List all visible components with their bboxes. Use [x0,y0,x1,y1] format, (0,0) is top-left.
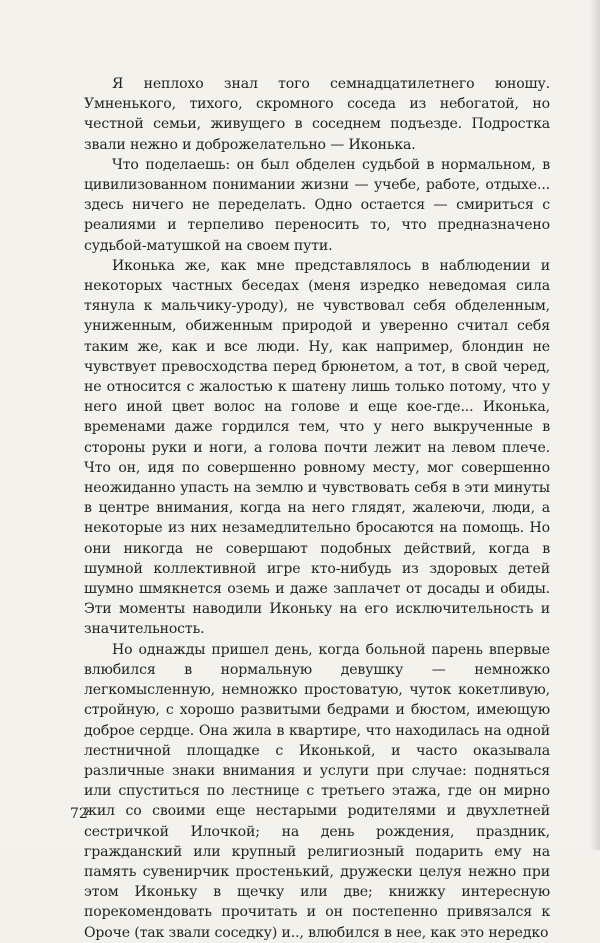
paragraph-2: Что поделаешь: он был обделен судьбой в нормальном, в цивилизованном понимании жизни — учебе, работе, отдыхе... здесь ничего не переделать. Одно остается — смириться с реалиями и терпеливо переносить то, что предназначено судьбой-матушкой на своем пути. [84,156,550,254]
paragraph-4: Но однажды пришел день, когда больной парень впервые влюбился в нормальную девушку — немножко легкомысленную, немножко простоватую, чуток кокетливую, стройную, с хорошо развитыми бедрами и бюстом, имеющую доброе сердце. Она жила в квартире, что находилась на одной лестничной площадке с Иконькой, и часто оказывала различные знаки внимания и услуги при случае: подняться или спуститься по лестнице с третьего этажа, где он мирно жил со своими еще нестарыми родителями и двухлетней сестричкой Илочкой; на день рождения, праздник, гражданский или крупный религиозный подарить ему на память сувенирчик простенький, дружески целуя нежно при этом Иконьку в щечку или две; книжку интересную порекомендовать прочитать и он постепенно привязался к Ороче (так звали соседку) и.., влюбился в нее, как это нередко [84,641,550,941]
page-body-text [84,74,550,943]
paragraph-1: Я неплохо знал того семнадцатилетнего юношу. Умненького, тихого, скромного соседа из небогатой, но честной семьи, живущего в соседнем подъезде. Подростка звали нежно и доброжелательно — Иконька. [84,76,550,153]
paragraph-3: Иконька же, как мне представлялось в наблюдении и некоторых частных беседах (меня изредко неведомая сила тянула к мальчику-уроду), не чувствовал себя обделенным, униженным, обиженным природой и уверенно считал себя таким же, как и все люди. Ну, как например, блондин не чувствует превосходства перед брюнетом, а тот, в свой черед, не относится с жалостью к шатену лишь только потому, что у него иной цвет волос на голове и еще кое-где... Иконька, временами даже гордился тем, что у него выкрученные в стороны руки и ноги, а голова почти лежит на левом плече. Что он, идя по совершенно ровному месту, мог совершенно неожиданно упасть на землю и чувствовать себя в эти минуты в центре внимания, когда на него глядят, жалеючи, люди, а некоторые из них незамедлительно бросаются на помощь. Но они никогда не совершают подобных действий, когда в шумной коллективной игре кто-нибудь из здоровых детей шумно шмякнется оземь и даже заплачет от досады и обиды. Эти моменты наводили Иконьку на его исключительность и значительность. [84,257,550,638]
page-edge-shadow [590,0,600,850]
page-number: 72 [70,806,88,822]
